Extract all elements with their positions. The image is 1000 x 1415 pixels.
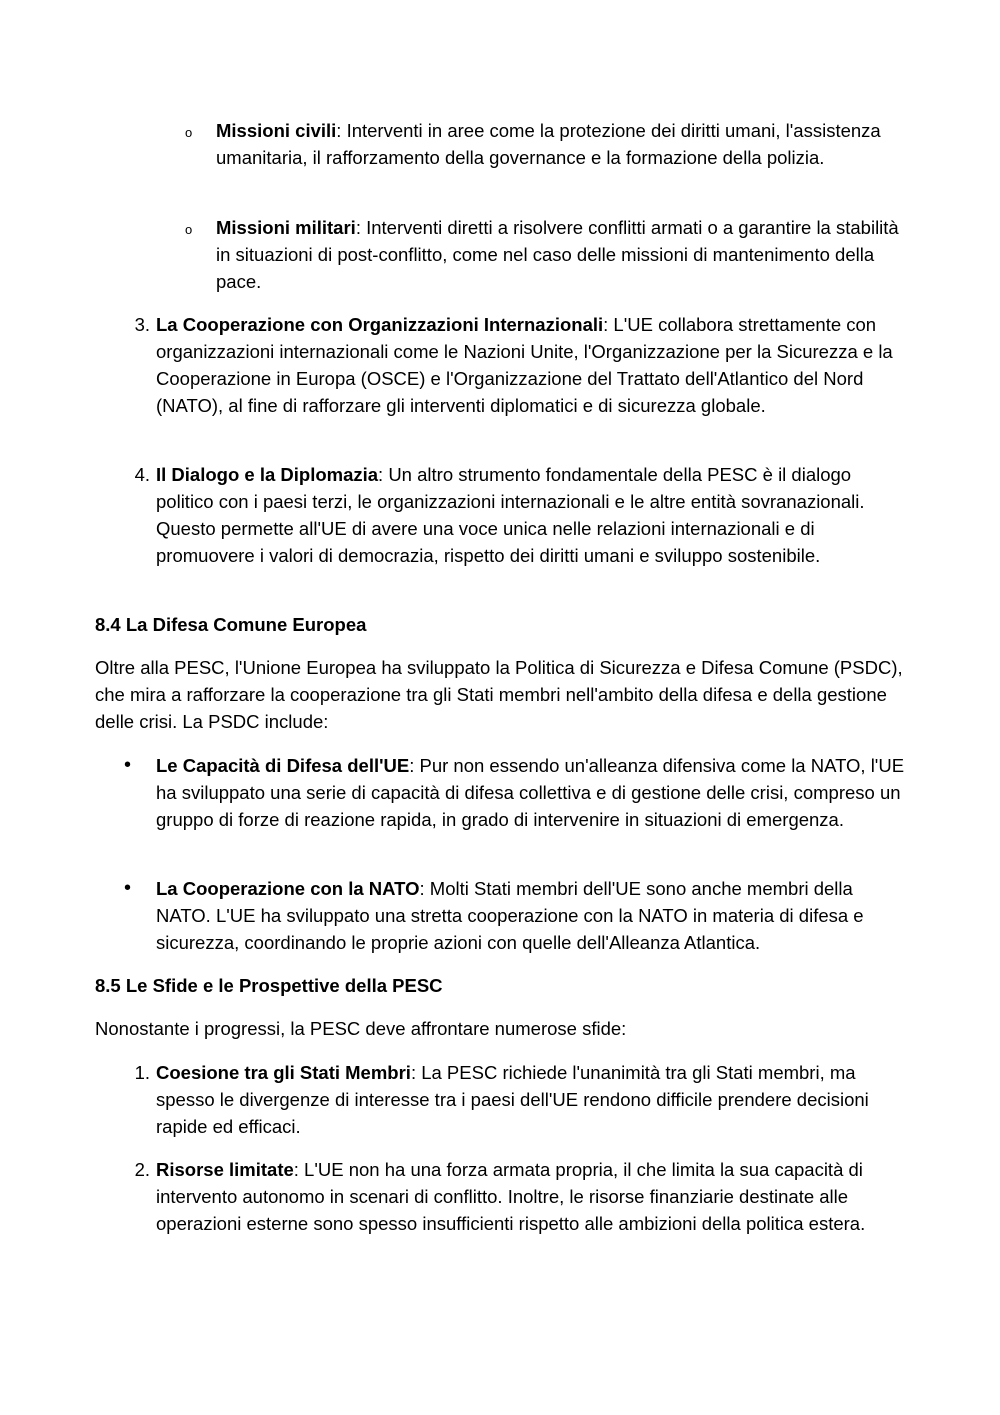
item-text: : Pur non essendo un'alleanza difensiva come la NATO, l'UE ha sviluppato una serie di capacità di difesa collettiva e di gestione delle crisi, compreso un gruppo di forze di reazione rapida, in grado di intervenire in situazioni di emergenza. bbox=[156, 755, 905, 830]
list-item-limited-resources bbox=[134, 1156, 912, 1237]
section-heading-8-5: 8.5 Le Sfide e le Prospettive della PESC bbox=[95, 975, 443, 996]
item-text: : Interventi diretti a risolvere conflitti armati o a garantire la stabilità in situazioni di post-conflitto, come nel caso delle missioni di mantenimento della pace. bbox=[216, 217, 899, 292]
item-text: : L'UE non ha una forza armata propria, il che limita la sua capacità di intervento autonomo in scenari di conflitto. Inoltre, le risorse finanziarie destinate alle operazioni esterne sono spesso insufficienti rispetto alle ambizioni della politica estera. bbox=[156, 1159, 866, 1234]
item-title: Missioni civili bbox=[216, 120, 337, 141]
section-heading-8-4: 8.4 La Difesa Comune Europea bbox=[95, 614, 367, 635]
list-number: 3. bbox=[134, 314, 150, 335]
item-title: Le Capacità di Difesa dell'UE bbox=[156, 755, 410, 776]
item-title: Coesione tra gli Stati Membri bbox=[156, 1062, 411, 1083]
item-title: La Cooperazione con la NATO bbox=[156, 878, 420, 899]
item-title: Il Dialogo e la Diplomazia bbox=[156, 464, 379, 485]
list-number: 2. bbox=[134, 1159, 150, 1180]
bullet-icon: • bbox=[124, 877, 132, 899]
hollow-bullet-icon: o bbox=[185, 222, 193, 237]
list-item-nato-cooperation bbox=[124, 875, 908, 956]
item-text: : Un altro strumento fondamentale della PESC è il dialogo politico con i paesi terzi, le organizzazioni internazionali e le altre entità sovranazionali. Questo permette all'UE di avere una voce unica nelle relazioni internazionali e di promuovere i valori di democrazia, rispetto dei diritti umani e sviluppo sostenibile. bbox=[156, 464, 865, 566]
section-8-4-intro: Oltre alla PESC, l'Unione Europea ha sviluppato la Politica di Sicurezza e Difesa Comune (PSDC), che mira a rafforzare la cooperazione tra gli Stati membri nell'ambito della difesa e della gestione delle crisi. La PSDC include: bbox=[95, 657, 903, 732]
list-item-member-states-cohesion bbox=[134, 1059, 896, 1140]
list-item-dialogue-diplomacy bbox=[134, 461, 866, 569]
item-text: : Molti Stati membri dell'UE sono anche membri della NATO. L'UE ha sviluppato una stretta cooperazione con la NATO in materia di difesa e sicurezza, coordinando le proprie azioni con quelle dell'Alleanza Atlantica. bbox=[156, 878, 864, 953]
item-title: Risorse limitate bbox=[156, 1159, 294, 1180]
list-number: 1. bbox=[134, 1062, 150, 1083]
list-number: 4. bbox=[134, 464, 150, 485]
item-text: : L'UE collabora strettamente con organizzazioni internazionali come le Nazioni Unite, l'Organizzazione per la Sicurezza e la Cooperazione in Europa (OSCE) e l'Organizzazione del Trattato dell'Atlantico del Nord (NATO), al fine di rafforzare gli interventi diplomatici e di sicurezza globale. bbox=[156, 314, 893, 416]
item-title: Missioni militari bbox=[216, 217, 356, 238]
hollow-bullet-icon: o bbox=[185, 125, 193, 140]
item-text: : La PESC richiede l'unanimità tra gli Stati membri, ma spesso le divergenze di interesse tra i paesi dell'UE rendono difficile prendere decisioni rapide ed efficaci. bbox=[156, 1062, 869, 1137]
list-item-civil-missions bbox=[185, 117, 896, 171]
list-item-military-missions bbox=[185, 214, 906, 295]
bullet-icon: • bbox=[124, 754, 132, 776]
item-text: : Interventi in aree come la protezione dei diritti umani, l'assistenza umanitaria, il rafforzamento della governance e la formazione della polizia. bbox=[216, 120, 881, 168]
section-8-5-intro: Nonostante i progressi, la PESC deve affrontare numerose sfide: bbox=[95, 1018, 627, 1039]
list-item-cooperation-international bbox=[134, 311, 908, 419]
item-title: La Cooperazione con Organizzazioni Internazionali bbox=[156, 314, 604, 335]
list-item-eu-defence-capabilities bbox=[124, 752, 908, 833]
